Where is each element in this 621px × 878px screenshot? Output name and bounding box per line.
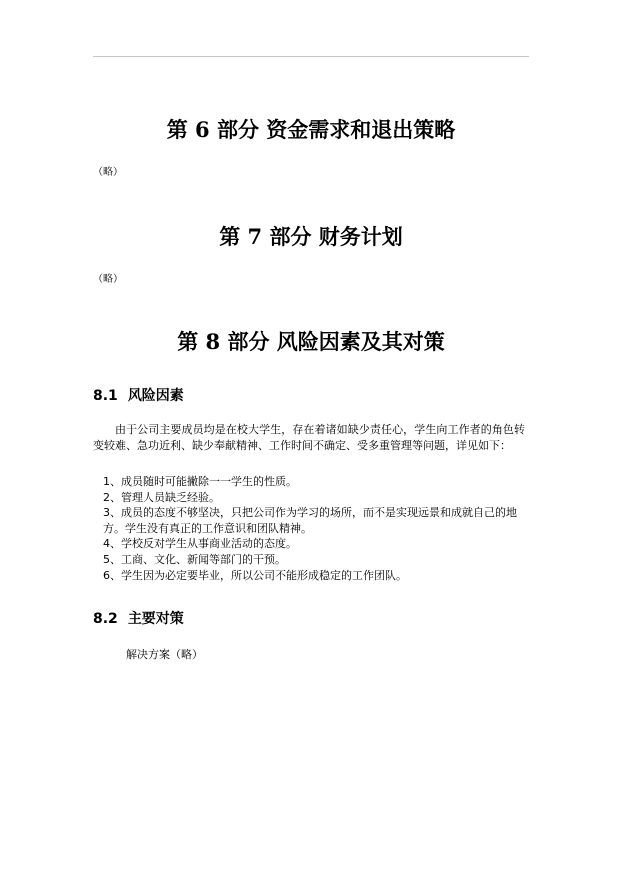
list-item: 5、工商、文化、新闻等部门的干预。 bbox=[103, 552, 286, 566]
solution-text: 解决方案（略） bbox=[126, 648, 203, 661]
section-title: 风险因素 bbox=[127, 388, 184, 404]
part-6-omitted-note: （略） bbox=[93, 167, 123, 178]
risk-factor-list bbox=[103, 474, 525, 583]
part-7-title: 第 7 部分 财务计划 bbox=[219, 224, 403, 249]
list-item: 4、学校反对学生从事商业活动的态度。 bbox=[103, 537, 297, 551]
list-item: 2、管理人员缺乏经验。 bbox=[103, 490, 220, 504]
part-8-title: 第 8 部分 风险因素及其对策 bbox=[177, 329, 445, 354]
section-number: 8.1 bbox=[93, 388, 118, 404]
list-item: 6、学生因为必定要毕业，所以公司不能形成稳定的工作团队。 bbox=[103, 568, 407, 582]
part-6-title: 第 6 部分 资金需求和退出策略 bbox=[166, 117, 456, 142]
section-8-2-heading bbox=[93, 610, 184, 628]
section-number: 8.2 bbox=[93, 611, 118, 627]
risk-intro-paragraph: 由于公司主要成员均是在校大学生，存在着诸如缺少责任心，学生向工作者的角色转变较难、急功近利、缺少奉献精神、工作时间不确定、受多重管理等问题，详见如下： bbox=[93, 423, 525, 452]
section-8-1-heading bbox=[93, 387, 184, 405]
list-item: 1、成员随时可能撇除一一学生的性质。 bbox=[103, 475, 297, 488]
header-divider bbox=[93, 56, 529, 57]
section-title: 主要对策 bbox=[127, 611, 184, 627]
part-7-omitted-note: （略） bbox=[93, 274, 123, 285]
list-item: 3、成员的态度不够坚决，只把公司作为学习的场所，而不是实现远景和成就自己的地方。学生没有真正的工作意识和团队精神。 bbox=[103, 506, 517, 535]
